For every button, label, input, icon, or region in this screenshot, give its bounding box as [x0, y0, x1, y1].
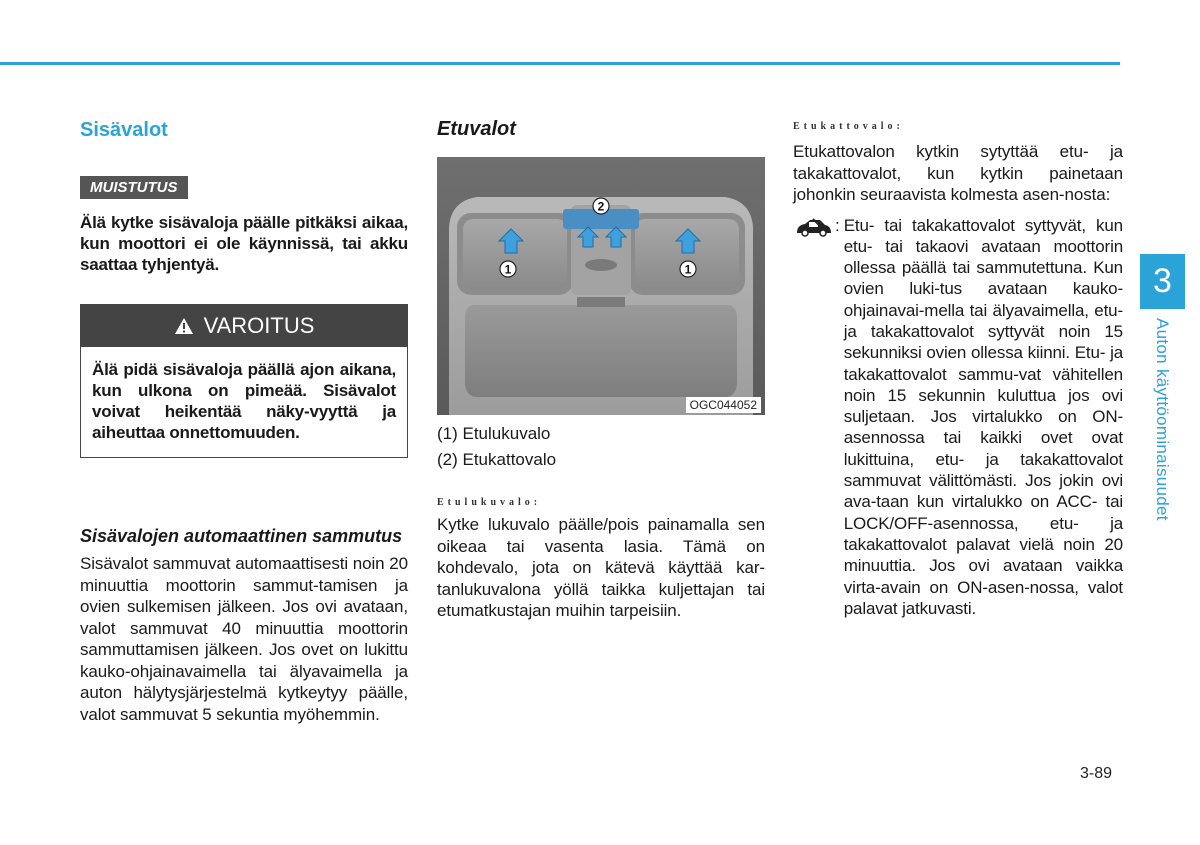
caption-1: (1) Etulukuvalo [437, 424, 551, 443]
sub-heading: Sisävalojen automaattinen sammutus [80, 526, 403, 546]
column-left [80, 115, 408, 725]
page-number: 3-89 [1080, 765, 1113, 782]
column-middle [437, 115, 765, 622]
figure-marker-1-left: 1 [504, 262, 512, 277]
item-text: Etu- tai takakattovalot syttyvät, kun etu- tai takaovi avataan moottorin ollessa päällä tai sammutettuna. Kun ovien luki-tus avataan kauko-ohjainavai-mella tai älyavaimella, etu- ja takakattovalot syttyvät noin 15 sekunniksi ovien ollessa kiinni. Etu- ja takakattovalot sammu-vat vähitellen noin 15 sekunnin kuluttua jos ovi suljetaan. Jos virtalukko on ON-asennossa tai kaikki ovet ovat lukittuina, etu- ja takakattovalot sammuvat välittömästi. Jos jokin ovi ava-taan kun virtalukko on ACC- tai LOCK/OFF-asennossa, etu- ja takakattovalot palavat vielä noin 20 minuuttia. Jos ovi avataan vaikka virta-avain on ON-asen-nossa, valot palavat jatkuvasti. [843, 215, 1123, 618]
section-heading-italic: Etuvalot [437, 118, 516, 140]
warning-box [80, 304, 408, 458]
column-right [793, 115, 1123, 619]
small-heading: Etukattovalo: [793, 121, 904, 132]
section-heading: Sisävalot [80, 119, 168, 141]
warning-triangle-icon [174, 317, 194, 335]
top-rule [0, 62, 1120, 65]
intro-text: Etukattovalon kytkin sytyttää etu- ja takakattovalot, kun kytkin painetaan johonkin seuraavista kolmesta asen-nosta: [793, 142, 1123, 204]
body-text: Sisävalot sammuvat automaattisesti noin 20 minuuttia moottorin sammut-tamisen ja ovien sulkemisen jälkeen. Jos ovi avataan, valot sammuvat 40 minuuttia moottorin sammuttamisen jälkeen. Jos ovet on lukittu kauko-ohjainavaimella tai älyavaimella ja auton hälytysjärjestelmä kytkeytyy päälle, valot sammuvat 5 sekuntia myöhemmin. [80, 554, 408, 724]
warning-text: Älä pidä sisävaloja päällä ajon aikana, kun ulkona on pimeää. Sisävalot voivat heikentää näky-vyyttä ja aiheuttaa onnettomuuden. [92, 360, 396, 442]
notice-text: Älä kytke sisävaloja päälle pitkäksi aikaa, kun moottori ei ole käynnissä, tai akku saattaa tyhjentyä. [80, 213, 408, 274]
chapter-tab-number: 3 [1140, 254, 1185, 309]
figure-code: OGC044052 [686, 397, 761, 413]
small-heading: Etulukuvalo: [437, 497, 542, 508]
chapter-tab-label: Auton käyttöominaisuudet [1153, 318, 1172, 521]
notice-tag: MUISTUTUS [80, 176, 188, 199]
warning-title: VAROITUS [203, 313, 315, 338]
warning-header [81, 305, 407, 347]
overhead-console-figure [437, 157, 765, 415]
door-position-item [793, 215, 1123, 620]
overhead-console-illustration [437, 157, 765, 415]
body-text: Kytke lukuvalo päälle/pois painamalla sen oikeaa tai vasenta lasia. Tämä on kohdevalo, jota on kätevä käyttää kar-tanlukuvalona yöllä taikka kuljettajan tai etumatkustajan muihin tarpeisiin. [437, 515, 765, 620]
car-door-icon [793, 217, 833, 237]
figure-marker-2: 2 [597, 199, 605, 214]
caption-2: (2) Etukattovalo [437, 450, 557, 469]
figure-marker-1-right: 1 [684, 262, 692, 277]
item-colon: : [835, 215, 840, 235]
